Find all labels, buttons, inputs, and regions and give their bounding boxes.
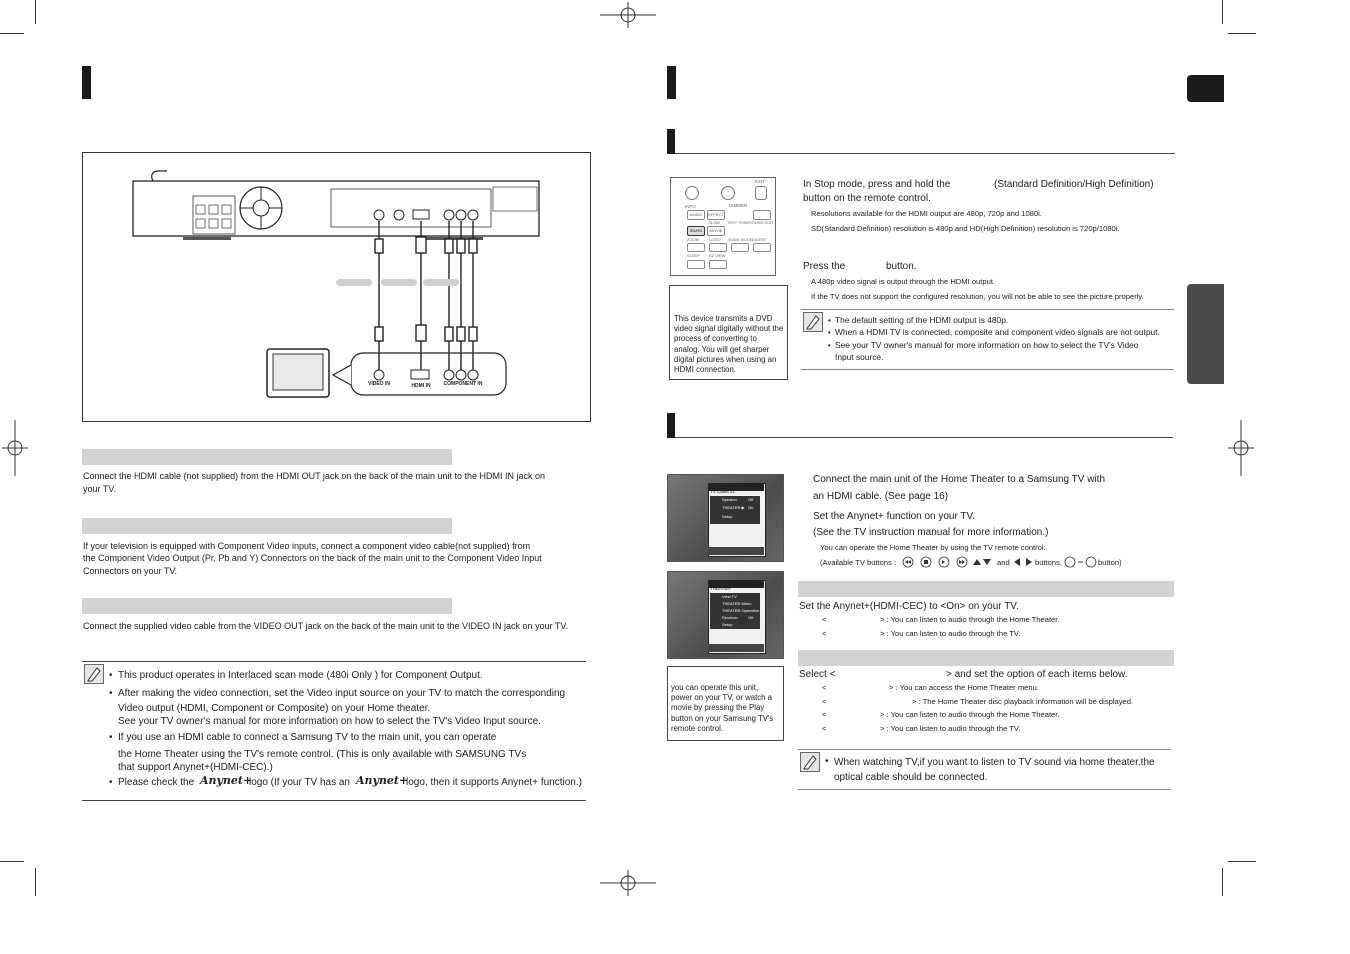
notes2-top-rule xyxy=(798,749,1171,750)
note-anynet-1: If you use an HDMI cable to connect a Samsung TV to the main unit, you can operate xyxy=(118,732,497,743)
hdmi-in-label: HDMI IN xyxy=(411,383,431,389)
sdhd-step-2b: button. xyxy=(886,261,917,272)
side-box-hdmi-text: This device transmits a DVD video signal digitally without the process of converting to analog. You will get sharper digital pictures when using an HDMI connection. xyxy=(674,314,784,375)
note-icon xyxy=(800,752,820,772)
note-logo-3: logo, then it supports Anynet+ function.) xyxy=(406,777,582,788)
sdhd-sub-3: A 480p video signal is output through the HDMI output. xyxy=(811,277,996,286)
crop-mark xyxy=(1222,0,1223,24)
component-text-3: Connectors on your TV. xyxy=(83,566,178,576)
remote-illustration: EXIT DIMMER INFO MUSIC EFFECT SLOW TEST TONE SOUND EDIT SD/HD MOVIE ZOOM LOGO SLIDE MODE DIGEST SLEEP EZ VIEW xyxy=(670,177,776,276)
anynet-select-a: Select < xyxy=(799,669,836,680)
crop-mark xyxy=(1228,861,1256,862)
anynet-on-sub-1: > : You can listen to audio through the Home Theater. xyxy=(880,615,1060,624)
video-text: Connect the supplied video cable from the VIDEO OUT jack on the back of the main unit to the VIDEO IN jack on your TV. xyxy=(83,621,569,631)
tv-menu-screenshot-1: TV Cable 21 Speaker Off THEATER ▶ On Setup xyxy=(667,474,784,562)
note-bullet: • xyxy=(109,670,113,681)
registration-mark xyxy=(2,420,28,476)
sdhd-sub-4: If the TV does not support the configured resolution, you will not be able to see the picture properly. xyxy=(811,292,1144,301)
title-marker xyxy=(667,66,676,99)
component-text-1: If your television is equipped with Component Video inputs, connect a component video cable(not supplied) from xyxy=(83,541,531,551)
section-bar-anynet-1 xyxy=(798,581,1174,597)
sdhd-sub-2: SD(Standard Definition) resolution is 480p and HD(High Definition) resolution is 720p/1080i. xyxy=(811,224,1120,233)
registration-mark xyxy=(600,2,656,28)
note-anynet-2: the Home Theater using the TV's remote control. (This is only available with SAMSUNG TVs xyxy=(118,749,527,760)
note-video-source-1: After making the video connection, set the Video input source on your TV to match the corresponding xyxy=(118,688,566,699)
sd-hd-key: SD/HD xyxy=(687,226,705,236)
anynet-select-sub-1: > : You can access the Home Theater menu. xyxy=(889,683,1039,692)
registration-mark xyxy=(1228,420,1254,476)
note-bullet: • xyxy=(109,777,113,788)
anynet-on-step: Set the Anynet+(HDMI-CEC) to <On> on your TV. xyxy=(799,601,1019,612)
page-tab xyxy=(1187,75,1224,102)
chapter-tab xyxy=(1187,284,1224,384)
sdhd-sub-1: Resolutions available for the HDMI output are 480p, 720p and 1080i. xyxy=(811,209,1042,218)
section-bar-video xyxy=(82,598,452,614)
anynet-step-1b: an HDMI cable. (See page 16) xyxy=(813,491,949,502)
anynet-step-2b: (See the TV instruction manual for more information.) xyxy=(813,527,1049,538)
registration-mark xyxy=(600,870,656,896)
anynet-select-sub-3: > : You can listen to audio through the Home Theater. xyxy=(880,710,1060,719)
note-logo-1: Please check the xyxy=(118,777,195,788)
note-tv-manual-2: Input source. xyxy=(835,352,884,362)
notes-bottom-rule xyxy=(82,800,586,801)
note-bullet: • xyxy=(109,732,113,743)
anynet-on-sub-2: > : You can listen to audio through the TV. xyxy=(880,629,1021,638)
number-button-icons xyxy=(1064,556,1098,568)
video-in-label: VIDEO IN xyxy=(368,381,390,387)
anynet-step-2a: Set the Anynet+ function on your TV. xyxy=(813,511,976,522)
notes1-top-rule xyxy=(801,309,1174,310)
note-optical-2: optical cable should be connected. xyxy=(834,772,988,783)
arrow-left-right-icons xyxy=(1012,557,1034,567)
anynet-select-sub-2: > : The Home Theater disc playback information will be displayed. xyxy=(912,697,1134,706)
anynet-logo: Anynet+ xyxy=(356,774,409,787)
section-bar-component xyxy=(82,518,452,534)
tv-menu-screenshot-2: THEATER View TV THEATER Menu THEATER Operation Receiver Off Setup xyxy=(667,571,784,659)
anynet-logo: Anynet+ xyxy=(200,774,253,787)
crop-mark xyxy=(0,861,24,862)
arrow-icons xyxy=(971,557,993,567)
crop-mark xyxy=(35,0,36,24)
component-text-2: the Component Video Output (Pr, Pb and Y) Connectors on the back of the main unit to the Component Video Input xyxy=(83,553,542,563)
section-rule xyxy=(675,153,1175,154)
sdhd-step-2a: Press the xyxy=(803,261,846,272)
note-interlaced: This product operates in Interlaced scan mode (480i Only ) for Component Output. xyxy=(118,670,483,681)
note-logo-2: logo (If your TV has an xyxy=(249,777,350,788)
note-default-480p: The default setting of the HDMI output is 480p. xyxy=(835,315,1009,325)
anynet-sub-1: You can operate the Home Theater by using the TV remote control. xyxy=(820,543,1046,552)
note-anynet-3: that support Anynet+(HDMI-CEC).) xyxy=(118,762,273,773)
sdhd-step-1c: button on the remote control. xyxy=(803,193,931,204)
anynet-sub-2d: button) xyxy=(1098,558,1122,567)
note-hdmi-tv: When a HDMI TV is connected, composite and component video signals are not output. xyxy=(835,327,1160,337)
crop-mark xyxy=(0,33,24,34)
side-box-hdmi xyxy=(669,285,788,380)
anynet-step-1a: Connect the main unit of the Home Theater to a Samsung TV with xyxy=(813,474,1106,485)
anynet-sub-2a: (Available TV buttons : xyxy=(820,558,897,567)
notes2-bottom-rule xyxy=(798,789,1171,790)
anynet-select-b: > and set the option of each items below. xyxy=(946,669,1128,680)
side-box-anynet-text: you can operate this unit, power on your TV, or watch a movie by pressing the Play button on your Samsung TV's remote control. xyxy=(671,683,774,733)
note-icon xyxy=(84,664,104,684)
section-marker xyxy=(667,129,675,154)
note-video-source-2: Video output (HDMI, Component or Composite) on your Home theater. xyxy=(118,703,431,714)
crop-mark xyxy=(1222,868,1223,896)
tv-button-icons xyxy=(902,556,970,568)
note-optical-1: When watching TV,if you want to listen to TV sound via home theater,the xyxy=(834,757,1155,768)
anynet-sub-2b: and xyxy=(997,558,1010,567)
title-marker xyxy=(82,66,91,99)
connection-diagram-svg xyxy=(83,153,590,421)
component-in-label: COMPONENT IN xyxy=(443,381,483,387)
side-box-anynet xyxy=(667,666,784,741)
section-marker xyxy=(667,413,675,438)
anynet-sub-2c: buttons, xyxy=(1035,558,1063,567)
anynet-select-sub-4: > : You can listen to audio through the TV. xyxy=(880,724,1021,733)
sdhd-step-1b: (Standard Definition/High Definition) xyxy=(994,179,1154,190)
hdmi-text: Connect the HDMI cable (not supplied) from the HDMI OUT jack on the back of the main unit to the HDMI IN jack on your TV. xyxy=(83,471,546,494)
crop-mark xyxy=(1228,33,1256,34)
note-bullet: • xyxy=(109,688,113,699)
sdhd-step-1a: In Stop mode, press and hold the xyxy=(803,179,951,190)
section-rule xyxy=(675,437,1173,438)
note-video-source-3: See your TV owner's manual for more information on how to select the TV's Video Input source. xyxy=(118,716,541,727)
crop-mark xyxy=(35,868,36,896)
connection-diagram xyxy=(82,152,591,422)
section-bar-anynet-2 xyxy=(798,650,1174,666)
section-bar-hdmi xyxy=(82,449,452,465)
notes-top-rule xyxy=(82,661,586,662)
note-tv-manual-1: See your TV owner's manual for more information on how to select the TV's Video xyxy=(835,340,1139,350)
notes1-bottom-rule xyxy=(801,369,1174,370)
note-icon xyxy=(803,312,823,332)
